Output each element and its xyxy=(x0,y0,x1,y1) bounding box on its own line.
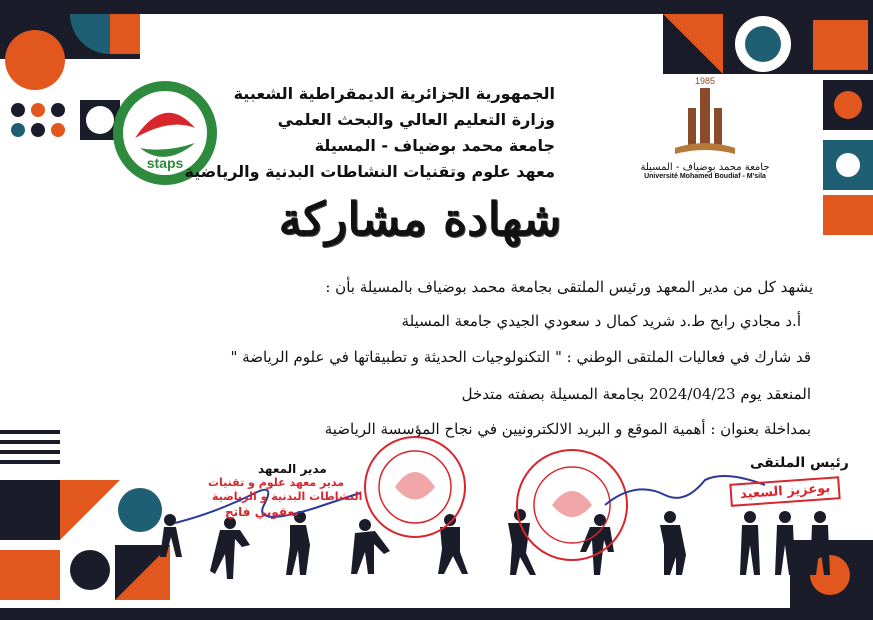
header-university: جامعة محمد بوضياف - المسيلة xyxy=(314,136,555,155)
body-paper-title: بمداخلة بعنوان : أهمية الموقع و البريد الالكترونيين في نجاح المؤسسة الرياضية xyxy=(324,420,811,438)
body-participants: أ.د مجادي رابح ط.د شريد كمال د سعودي الجيدي جامعة المسيلة xyxy=(401,312,801,330)
director-name: يعقوبي فاتح xyxy=(225,505,299,519)
university-name-ar: جامعة محمد بوضياف - المسيلة xyxy=(640,162,770,173)
university-logo xyxy=(640,76,770,180)
body-intro: يشهد كل من مدير المعهد ورئيس الملتقى بجامعة محمد بوضياف بالمسيلة بأن : xyxy=(325,278,813,296)
decor-bottom-left xyxy=(0,420,170,610)
body-event: قد شارك في فعاليات الملتقى الوطني : " التكنولوجيات الحديثة و تطبيقاتها في علوم الرياضة " xyxy=(230,348,811,366)
header-country: الجمهورية الجزائرية الديمقراطية الشعبية xyxy=(233,84,555,103)
director-stamp-line2: النشاطات البدنية و الرياضية xyxy=(212,490,363,503)
director-title: مدير المعهد xyxy=(258,462,327,476)
header-ministry: وزارة التعليم العالي والبحث العلمي xyxy=(277,110,555,129)
chair-name-stamp: بوعزيز السعيد xyxy=(729,476,841,507)
official-round-stamp xyxy=(360,432,470,542)
institute-logo-text: staps xyxy=(146,155,184,171)
body-date: المنعقد يوم 2024/04/23 بجامعة المسيلة بصفته متدخل xyxy=(461,385,811,403)
university-name-fr: Université Mohamed Boudiaf - M'sila xyxy=(644,173,766,180)
director-stamp-line1: مدير معهد علوم و تقنيات xyxy=(208,476,345,489)
header-institute: معهد علوم وتقنيات النشاطات البدنية والرياضية xyxy=(184,162,555,181)
university-year: 1985 xyxy=(694,76,716,86)
chair-title: رئيس الملتقى xyxy=(750,455,849,471)
university-building-icon xyxy=(670,86,740,158)
certificate-title: شهادة مشاركة xyxy=(278,192,562,246)
